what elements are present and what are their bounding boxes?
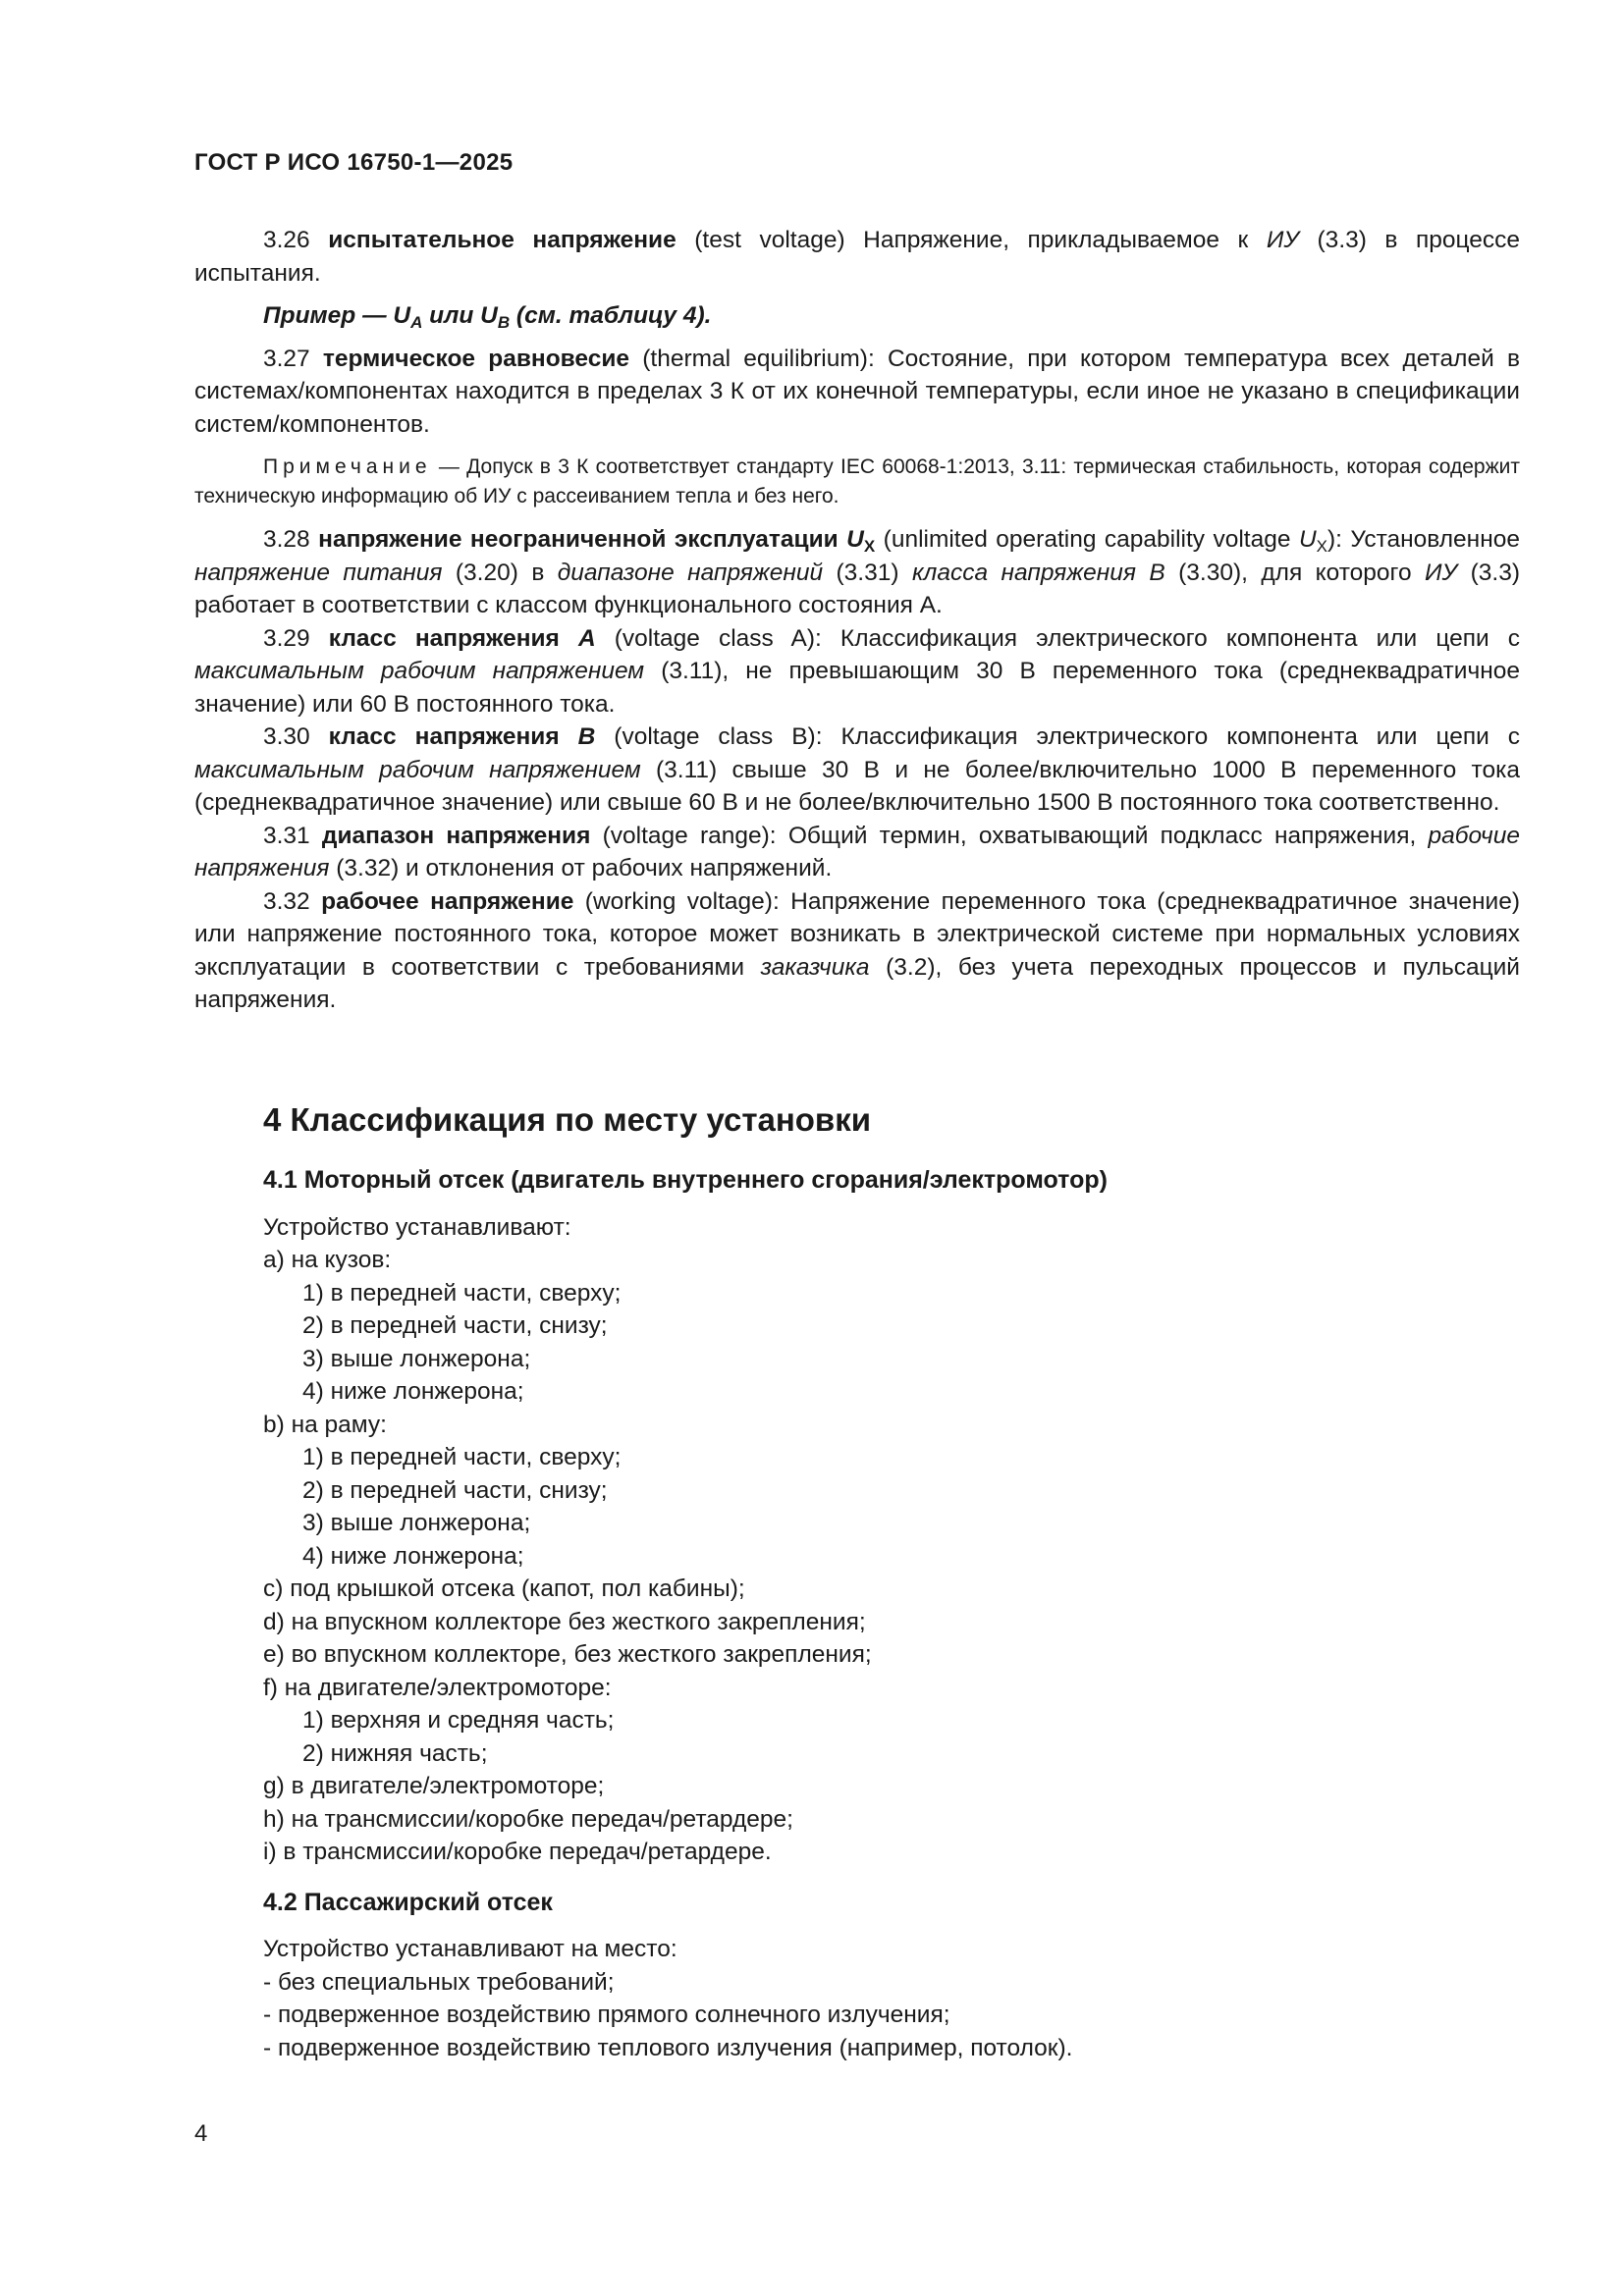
term-number: 3.27 xyxy=(263,345,310,372)
term-ref: диапазоне напряжений xyxy=(557,559,824,586)
document-header: ГОСТ Р ИСО 16750-1—2025 xyxy=(194,149,514,176)
section-4-1 xyxy=(263,1164,1520,2064)
term-number: 3.30 xyxy=(263,723,310,750)
subsection-4-1-intro: Устройство устанавливают: xyxy=(263,1213,571,1241)
term-title: рабочее напряжение xyxy=(321,887,574,915)
term-text: (test voltage) Напряжение, прикладываемое к xyxy=(676,227,1267,253)
term-text: (voltage class B): Классификация электрического компонента или цепи с xyxy=(595,723,1520,750)
list-item: c) под крышкой отсека (капот, пол кабины); xyxy=(263,1575,745,1602)
term-3-30 xyxy=(194,721,1520,820)
term-number: 3.32 xyxy=(263,887,310,915)
installation-list xyxy=(263,1244,1520,1869)
list-item: h) на трансмиссии/коробке передач/ретардере; xyxy=(263,1805,793,1833)
list-item: 4) ниже лонжерона; xyxy=(302,1542,524,1570)
term-title: термическое равновесие xyxy=(322,345,630,372)
term-title: класс напряжения xyxy=(328,723,578,750)
term-title: класс напряжения xyxy=(328,624,578,652)
list-item: - подверженное воздействию прямого солнечного излучения; xyxy=(263,2002,950,2028)
list-item: 2) в передней части, снизу; xyxy=(302,1312,608,1339)
list-item: g) в двигателе/электромоторе; xyxy=(263,1773,605,1799)
subscript: X xyxy=(863,537,876,556)
term-ref: класса напряжения B xyxy=(911,559,1165,586)
term-number: 3.31 xyxy=(263,822,310,849)
list-item: 2) в передней части, снизу; xyxy=(302,1476,608,1504)
term-ref: максимальным рабочим напряжением xyxy=(194,756,641,783)
term-text: (voltage class A): Классификация электрического компонента или цепи с xyxy=(595,624,1520,652)
term-text: (3.3) работает в соответствии с классом функционального состояния А. xyxy=(194,559,1521,618)
list-item: e) во впускном коллекторе, без жесткого закрепления; xyxy=(263,1641,872,1668)
list-item: a) на кузов: xyxy=(263,1247,392,1273)
term-3-32 xyxy=(194,885,1520,1017)
term-3-31 xyxy=(194,820,1520,885)
example-text: или U xyxy=(422,302,498,329)
symbol: U xyxy=(1298,526,1317,553)
term-ref: ИУ xyxy=(1266,227,1299,253)
term-title: диапазон напряжения xyxy=(321,822,591,849)
term-title: напряжение неограниченной эксплуатации xyxy=(318,526,847,553)
list-item: 4) ниже лонжерона; xyxy=(302,1378,524,1405)
list-item: 2) нижняя часть; xyxy=(302,1739,488,1767)
term-3-26 xyxy=(194,224,1520,290)
term-text: (3.32) и отклонения от рабочих напряжений. xyxy=(329,855,833,881)
term-3-27 xyxy=(194,343,1520,442)
note-text: — Допуск в 3 К соответствует стандарту IEC 60068-1:2013, 3.11: термическая стабильность, которая содержит техническую информацию об ИУ с рассеиванием тепла и без него. xyxy=(194,455,1520,507)
term-number: 3.29 xyxy=(263,624,310,652)
subsection-4-1-title: 4.1 Моторный отсек (двигатель внутреннего сгорания/электромотор) xyxy=(263,1166,1108,1194)
list-item: b) на раму: xyxy=(263,1411,387,1438)
term-title-symbol: A xyxy=(577,624,596,652)
list-item: - подверженное воздействию теплового излучения (например, потолок). xyxy=(263,2034,1073,2061)
note-label: Примечание xyxy=(263,455,432,478)
term-ref: максимальным рабочим напряжением xyxy=(194,658,645,684)
term-text: (3.3) в процессе испытания. xyxy=(194,227,1521,287)
term-ref: рабочие напряжения xyxy=(194,822,1520,881)
list-item: 1) в передней части, сверху; xyxy=(302,1279,622,1307)
list-item: i) в трансмиссии/коробке передач/ретардере. xyxy=(263,1839,772,1865)
example-text: Пример — U xyxy=(263,302,411,329)
term-number: 3.28 xyxy=(263,526,310,553)
term-3-28 xyxy=(194,523,1520,622)
note xyxy=(194,453,1520,511)
subscript: B xyxy=(497,313,511,332)
subscript: X xyxy=(1316,537,1327,556)
term-number: 3.26 xyxy=(263,227,310,253)
term-text: (voltage range): Общий термин, охватывающий подкласс напряжения, xyxy=(590,822,1429,849)
term-title-symbol: B xyxy=(577,723,596,750)
term-text: (thermal equilibrium): Состояние, при котором температура всех деталей в системах/компонентах находится в пределах 3 К от их конечной температуры, если иное не указано в спецификации систем/компонентов. xyxy=(194,345,1520,438)
term-text: ): Установленное xyxy=(1326,526,1520,553)
list-item: d) на впускном коллекторе без жесткого закрепления; xyxy=(263,1608,866,1635)
example-line xyxy=(263,299,1520,333)
symbol: U xyxy=(846,526,864,553)
term-text: (3.2), без учета переходных процессов и пульсаций напряжения. xyxy=(194,953,1520,1013)
term-text: (unlimited operating capability voltage xyxy=(875,526,1299,553)
section-4-title: 4 Классификация по месту установки xyxy=(263,1101,872,1138)
term-text: (3.11) свыше 30 В и не более/включительно 1000 В переменного тока (среднеквадратичное значение) или свыше 60 В и не более/включительно 1500 В постоянного тока соответственно. xyxy=(194,756,1521,816)
list-item: 3) выше лонжерона; xyxy=(302,1345,531,1372)
term-title: испытательное напряжение xyxy=(328,227,677,253)
list-item: 1) в передней части, сверху; xyxy=(302,1444,622,1470)
term-text: (3.20) в xyxy=(442,559,558,586)
term-3-29 xyxy=(194,622,1520,721)
term-text: (3.11), не превышающим 30 В переменного тока (среднеквадратичное значение) или 60 В постоянного тока. xyxy=(194,658,1520,718)
term-text: (working voltage): Напряжение переменного тока (среднеквадратичное значение) или напряжение постоянного тока, которое может возникать в электрической системе при нормальных условиях эксплуатации в соответствии с требованиями xyxy=(194,887,1520,981)
list-item: 1) верхняя и средняя часть; xyxy=(302,1707,615,1734)
page-number: 4 xyxy=(194,2120,208,2147)
terms-block xyxy=(194,224,1520,1017)
term-ref: ИУ xyxy=(1425,559,1458,586)
subscript: A xyxy=(410,313,423,332)
term-ref: заказчика xyxy=(760,953,870,981)
term-text: (3.30), для которого xyxy=(1164,559,1426,586)
term-text: (3.31) xyxy=(823,559,912,586)
passenger-list xyxy=(263,1966,1520,2065)
subsection-4-2-intro: Устройство устанавливают на место: xyxy=(263,1936,677,1962)
term-ref: напряжение питания xyxy=(194,559,443,586)
list-item: f) на двигателе/электромоторе: xyxy=(263,1674,612,1701)
list-item: - без специальных требований; xyxy=(263,1968,615,1996)
list-item: 3) выше лонжерона; xyxy=(302,1510,531,1536)
example-text: (см. таблицу 4). xyxy=(510,302,712,329)
subsection-4-2-title: 4.2 Пассажирский отсек xyxy=(263,1888,553,1916)
